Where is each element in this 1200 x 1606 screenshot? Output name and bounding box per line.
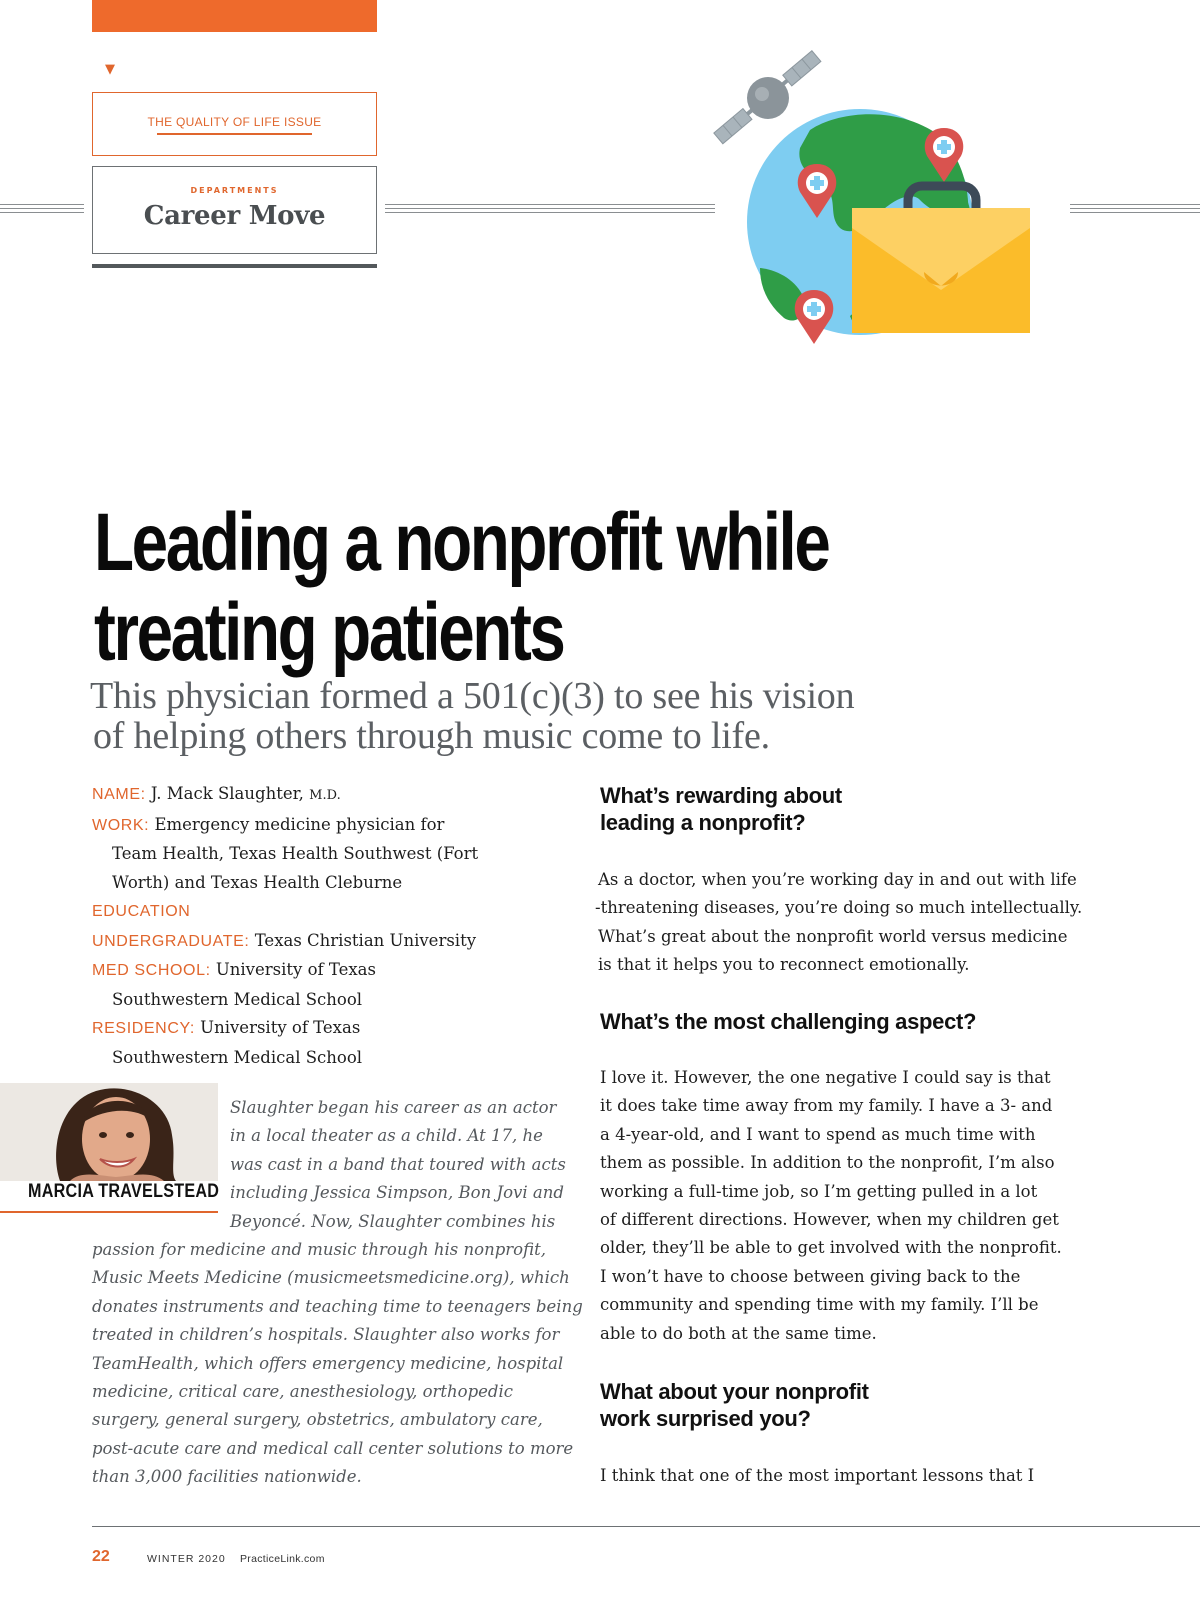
intro-line: TeamHealth, which offers emergency medicine, hospital bbox=[92, 1353, 564, 1373]
globe-briefcase-satellite-icon bbox=[700, 40, 1060, 350]
bio-medschool-row bbox=[92, 956, 582, 986]
name-label: NAME: bbox=[92, 786, 146, 803]
intro-line: passion for medicine and music through his nonprofit, bbox=[92, 1240, 546, 1259]
department-box bbox=[92, 166, 377, 254]
qa-question-3 bbox=[600, 1378, 1090, 1432]
author-portrait-icon bbox=[0, 1083, 218, 1181]
answer-3 bbox=[600, 1462, 1034, 1490]
name-value: J. Mack Slaughter, bbox=[150, 784, 304, 803]
residency-line-1: University of Texas bbox=[200, 1018, 361, 1037]
answer-1 bbox=[595, 866, 1083, 980]
answer-line: it does take time away from my family. I have a 3- and bbox=[600, 1096, 1053, 1116]
qa-question-1 bbox=[600, 782, 1090, 836]
answer-line: of different directions. However, when my children get bbox=[600, 1210, 1059, 1230]
question-2-line-1: What’s the most challenging aspect? bbox=[600, 1009, 977, 1034]
bio-work-row bbox=[92, 811, 582, 841]
undergrad-value: Texas Christian University bbox=[254, 930, 477, 950]
intro-line: treated in children’s hospitals. Slaughter also works for bbox=[92, 1325, 560, 1345]
qa-question-2 bbox=[600, 1008, 1090, 1035]
author-photo bbox=[0, 1083, 218, 1181]
intro-line: Music Meets Medicine (musicmeetsmedicine.org), which bbox=[92, 1268, 570, 1288]
residency-line-2: Southwestern Medical School bbox=[112, 1047, 363, 1067]
page-number: 22 bbox=[92, 1548, 110, 1565]
dek-line-1: This physician formed a 501(c)(3) to see his vision bbox=[90, 675, 855, 717]
dek-line-2: of helping others through music come to life. bbox=[93, 715, 770, 757]
answer-line: older, they’ll be able to get involved with the nonprofit. bbox=[600, 1238, 1062, 1258]
site-name: PracticeLink.com bbox=[240, 1553, 325, 1565]
work-label: WORK: bbox=[92, 816, 150, 834]
undergrad-label: UNDERGRADUATE: bbox=[92, 932, 250, 950]
issue-label: THE QUALITY OF LIFE ISSUE bbox=[147, 115, 322, 129]
work-line-3: Worth) and Texas Health Cleburne bbox=[112, 872, 403, 892]
intro-line: including Jessica Simpson, Bon Jovi and bbox=[230, 1183, 564, 1203]
education-label: EDUCATION bbox=[92, 903, 191, 920]
triangle-marker-icon: ▼ bbox=[105, 62, 115, 77]
intro-line: Slaughter began his career as an actor bbox=[230, 1098, 557, 1117]
bio-undergrad-row bbox=[92, 927, 582, 957]
decorative-rule-middle bbox=[385, 204, 715, 213]
answer-line: able to do both at the same time. bbox=[600, 1323, 877, 1343]
answer-line: I love it. However, the one negative I could say is that bbox=[600, 1068, 1051, 1087]
answer-2 bbox=[600, 1064, 1062, 1348]
department-label: DEPARTMENTS bbox=[190, 186, 279, 195]
intro-line: surgery, general surgery, obstetrics, ambulatory care, bbox=[92, 1410, 543, 1430]
headline-line-1: Leading a nonprofit while bbox=[94, 497, 829, 588]
question-3-line-2: work surprised you? bbox=[600, 1406, 811, 1431]
answer-line: is that it helps you to reconnect emotionally. bbox=[598, 955, 970, 975]
decorative-rule-left bbox=[0, 204, 84, 213]
intro-line: medicine, critical care, anesthesiology, orthopedic bbox=[92, 1381, 513, 1401]
intro-line: donates instruments and teaching time to teenagers being bbox=[92, 1296, 583, 1316]
medschool-line-1: University of Texas bbox=[215, 960, 376, 979]
intro-paragraph-continued bbox=[92, 1236, 583, 1492]
intro-line: post-acute care and medical call center solutions to more bbox=[92, 1438, 574, 1458]
bio-residency-row bbox=[92, 1014, 582, 1044]
answer-line: working a full-time job, so I’m getting pulled in a lot bbox=[600, 1181, 1038, 1201]
answer-line: -threatening diseases, you’re doing so much intellectually. bbox=[595, 898, 1083, 918]
issue-underline bbox=[157, 133, 312, 135]
headline-line-2: treating patients bbox=[94, 587, 564, 678]
section-bottom-rule bbox=[92, 264, 377, 268]
question-1-line-1: What’s rewarding about bbox=[600, 783, 842, 808]
article-headline bbox=[94, 497, 829, 678]
author-rule bbox=[0, 1211, 218, 1213]
answer-line: As a doctor, when you’re working day in and out with life bbox=[598, 870, 1077, 889]
decorative-rule-right bbox=[1070, 204, 1200, 213]
bio-education-row bbox=[92, 897, 582, 927]
answer-line: What’s great about the nonprofit world versus medicine bbox=[598, 926, 1068, 946]
work-line-2: Team Health, Texas Health Southwest (Fort bbox=[112, 844, 479, 863]
intro-line: than 3,000 facilities nationwide. bbox=[92, 1467, 362, 1487]
intro-line: was cast in a band that toured with acts bbox=[230, 1154, 566, 1174]
answer-line: I think that one of the most important lessons that I bbox=[600, 1466, 1035, 1485]
answer-line: community and spending time with my family. I’ll be bbox=[600, 1295, 1039, 1315]
answer-line: I won’t have to choose between giving back to the bbox=[600, 1266, 1021, 1286]
intro-paragraph bbox=[230, 1094, 566, 1236]
intro-line: Beyoncé. Now, Slaughter combines his bbox=[230, 1211, 556, 1231]
author-name: MARCIA TRAVELSTEAD bbox=[28, 1181, 220, 1202]
residency-label: RESIDENCY: bbox=[92, 1020, 195, 1037]
issue-date: WINTER 2020 bbox=[147, 1553, 226, 1565]
intro-line: in a local theater as a child. At 17, he bbox=[230, 1126, 543, 1146]
section-title: Career Move bbox=[143, 201, 326, 231]
work-line-1: Emergency medicine physician for bbox=[154, 814, 445, 834]
name-suffix: M.D. bbox=[309, 788, 341, 803]
footer-rule bbox=[92, 1526, 1200, 1527]
bio-name-row bbox=[92, 780, 582, 811]
issue-label-box bbox=[92, 92, 377, 156]
top-accent-bar bbox=[92, 0, 377, 32]
answer-line: them as possible. In addition to the nonprofit, I’m also bbox=[600, 1153, 1055, 1173]
article-dek bbox=[90, 676, 890, 756]
medschool-label: MED SCHOOL: bbox=[92, 962, 211, 979]
answer-line: a 4-year-old, and I want to spend as much time with bbox=[600, 1124, 1036, 1144]
bio-block bbox=[92, 780, 582, 1072]
medschool-line-2: Southwestern Medical School bbox=[112, 989, 363, 1009]
question-3-line-1: What about your nonprofit bbox=[600, 1379, 869, 1404]
question-1-line-2: leading a nonprofit? bbox=[600, 810, 806, 835]
